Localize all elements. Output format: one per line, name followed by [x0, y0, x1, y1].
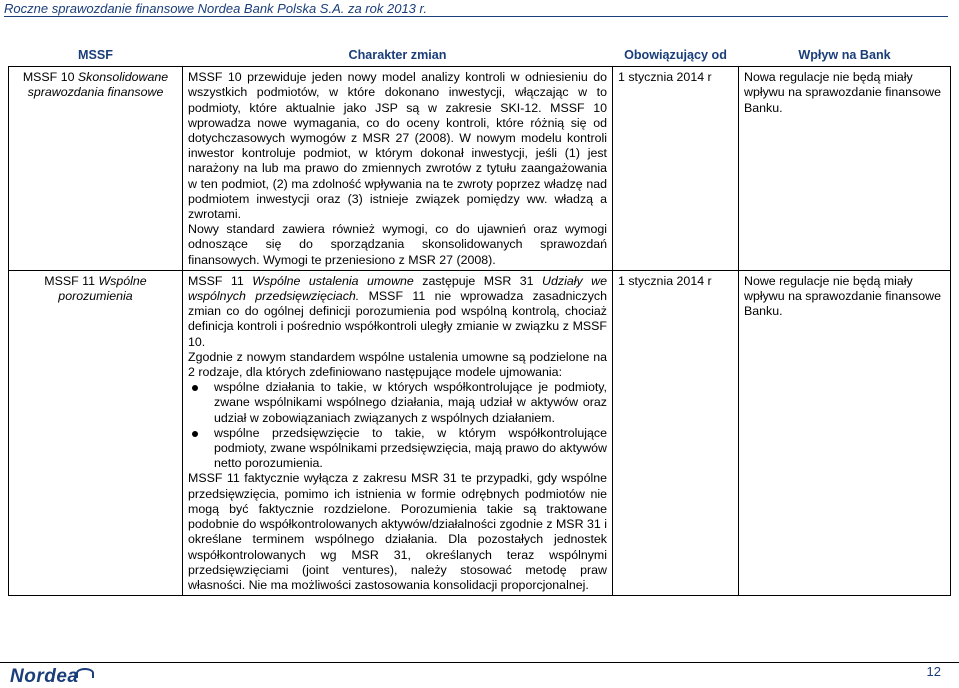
- nordea-logo: [10, 666, 94, 688]
- bullet-icon: [192, 385, 198, 391]
- bullet-list: [188, 380, 607, 471]
- description-paragraph: Nowy standard zawiera również wymogi, co do ujawnień oraz wymogi odnoszące się do sporządzania skonsolidowanych sprawozdań finansowych. Wymogi te przeniesiono z MSR 27 (2008).: [188, 222, 607, 267]
- table-header-row: [9, 46, 951, 67]
- list-item-text: wspólne przedsięwzięcie to takie, w którym współkontrolujące podmioty, zwane wspólnikami przedsięwzięcia, mają prawo do aktywów netto porozumienia.: [214, 425, 607, 471]
- footer-divider: [0, 662, 959, 663]
- impact-cell: Nowe regulacje nie będą miały wpływu na sprawozdanie finansowe Banku.: [739, 270, 951, 595]
- description-paragraph: MSSF 11 faktycznie wyłącza z zakresu MSR 31 te przypadki, gdy wspólne przedsięwzięcia, pomimo ich istnienia w formie odrębnych podmiotów nie mogą być faktycznie rozdzielone. Porozumienia takie są traktowane podobnie do współkontrolowanych aktywów/działalności zgodnie z MSR 31 i określane terminem wspólnego działania. Dla pozostałych jednostek współkontrolowanych wg MSR 31, określanych teraz wspólnymi przedsięwzięciami (joint ventures), należy stosować metodę praw własności. Nie ma możliwości zastosowania konsolidacji proporcjonalnej.: [188, 471, 607, 592]
- header-mssf: MSSF: [9, 46, 183, 67]
- regulations-table: [8, 46, 951, 596]
- running-title: Roczne sprawozdanie finansowe Nordea Bank Polska S.A. za rok 2013 r.: [4, 1, 427, 16]
- text-run: MSSF 11: [188, 273, 253, 288]
- list-item: [188, 426, 607, 472]
- standard-title: Wspólne porozumienia: [58, 273, 147, 304]
- description-paragraph: [188, 274, 607, 350]
- standard-code: MSSF 11: [44, 273, 99, 288]
- bullet-icon: [192, 431, 198, 437]
- standard-name-cell: [9, 270, 183, 595]
- page-number: 12: [926, 664, 941, 679]
- header-obowiazujacy-od: Obowiązujący od: [613, 46, 739, 67]
- text-run-italic: Wspólne ustalenia umowne: [252, 273, 414, 288]
- logo-arc-icon: [76, 668, 94, 678]
- effective-date-cell: 1 stycznia 2014 r: [613, 270, 739, 595]
- header-charakter-zmian: Charakter zmian: [183, 46, 613, 67]
- impact-cell: Nowa regulacje nie będą miały wpływu na sprawozdanie finansowe Banku.: [739, 67, 951, 271]
- logo-text: Nordea: [10, 666, 79, 687]
- list-item-text: wspólne działania to takie, w których współkontrolujące je podmioty, zwane wspólnikami wspólnego działania, mają udział w aktywów oraz udział w zobowiązaniach związanych z wspólnych działaniem.: [214, 380, 607, 425]
- text-run: zastępuje MSR 31: [413, 273, 543, 288]
- list-item: [188, 380, 607, 426]
- description-paragraph: MSSF 10 przewiduje jeden nowy model analizy kontroli w odniesieniu do wszystkich podmiotów, w które dokonano inwestycji, włączając w to podmioty, które aktualnie jako JSP są w zakresie SKI-12. MSSF 10 wprowadza nowe wymagania, co do oceny kontroli, które różnią się od dotychczasowych wymogów z MSR 27 (2008). W nowym modelu kontroli inwestor kontroluje podmiot, w którym dokonał inwestycji, jeśli (1) jest narażony na lub ma prawo do zmiennych zwrotów z tytułu zaangażowania w ten podmiot, (2) ma zdolność wpływania na te zwroty poprzez władzę nad podmiotem inwestycji oraz (3) istnieje związek pomiędzy ww. władzą a zwrotami.: [188, 70, 607, 222]
- table-row: [9, 67, 951, 271]
- standard-title: Skonsolidowane sprawozdania finansowe: [27, 70, 169, 100]
- change-description-cell: [183, 270, 613, 595]
- standard-name-cell: [9, 67, 183, 271]
- title-divider: [4, 16, 948, 17]
- table-row: [9, 270, 951, 595]
- effective-date-cell: 1 stycznia 2014 r: [613, 67, 739, 271]
- text-run-italic: Udziały we wspólnych przedsięwzięciach.: [188, 273, 607, 304]
- change-description-cell: [183, 67, 613, 271]
- header-wplyw-na-bank: Wpływ na Bank: [739, 46, 951, 67]
- text-run: MSSF 11 nie wprowadza zasadniczych zmian co do ogólnej definicji porozumienia pod wspólną kontrolą, chociaż definicja kontroli i pośrednio współkontroli uległy zmianie w związku z MSSF 10.: [188, 289, 607, 349]
- standard-code: MSSF 10: [22, 70, 78, 85]
- description-paragraph: Zgodnie z nowym standardem wspólne ustalenia umowne są podzielone na 2 rodzaje, dla których zdefiniowano następujące modele ujmowania:: [188, 349, 607, 380]
